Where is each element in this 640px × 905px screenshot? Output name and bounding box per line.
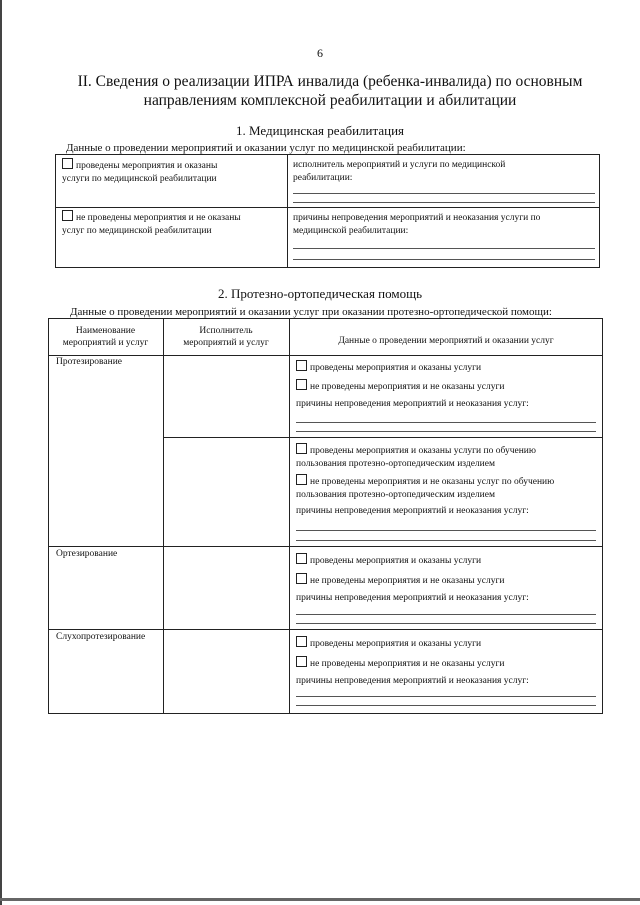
medical-done-checkbox[interactable] <box>62 158 73 169</box>
prosthetic-col-divider-1 <box>163 318 164 714</box>
medical-reasons-cell <box>293 212 540 238</box>
medical-reasons-fill-line-1[interactable] <box>293 248 595 249</box>
training-done-label-2: пользования протезно-ортопедическим изделием <box>296 459 495 469</box>
prosthetic-row-separator-1 <box>48 546 603 547</box>
medical-reasons-label-1: причины непроведения мероприятий и неоказания услуги по <box>293 213 541 223</box>
prosthetic-row-separator-2 <box>48 629 603 630</box>
orthotics-reasons-fill-line-1[interactable] <box>296 614 596 615</box>
column-header-executor-2: мероприятий и услуг <box>183 338 269 348</box>
medical-reasons-fill-line-2[interactable] <box>293 259 595 260</box>
orthotics-not-done-option <box>296 573 505 588</box>
hearing-not-done-label: не проведены мероприятия и не оказаны услуги <box>310 659 505 669</box>
section1-title: 1. Медицинская реабилитация <box>235 123 405 138</box>
main-title-line1: II. Сведения о реализации ИПРА инвалида (ребенка-инвалида) по основным <box>77 73 583 90</box>
training-not-done-label-2: пользования протезно-ортопедическим изделием <box>296 490 495 500</box>
main-title <box>60 72 600 110</box>
medical-executor-fill-line-1[interactable] <box>293 193 595 194</box>
hearing-done-label: проведены мероприятия и оказаны услуги <box>310 639 482 649</box>
prosthetic-col-divider-2 <box>289 318 290 714</box>
medical-reasons-label-2: медицинской реабилитации: <box>293 226 409 236</box>
hearing-done-checkbox[interactable] <box>296 636 307 647</box>
hearing-not-done-option <box>296 656 505 671</box>
training-reasons-label: причины непроведения мероприятий и неоказания услуг: <box>296 506 529 516</box>
hearing-not-done-checkbox[interactable] <box>296 656 307 667</box>
medical-executor-label-1: исполнитель мероприятий и услуги по медицинской <box>293 160 506 170</box>
hearing-reasons-label: причины непроведения мероприятий и неоказания услуг: <box>296 676 529 686</box>
orthotics-not-done-checkbox[interactable] <box>296 573 307 584</box>
scan-bottom-edge <box>0 898 640 901</box>
medical-executor-label-2: реабилитации: <box>293 173 353 183</box>
orthotics-not-done-label: не проведены мероприятия и не оказаны услуги <box>310 576 505 586</box>
orthotics-done-checkbox[interactable] <box>296 553 307 564</box>
column-header-name <box>48 325 163 349</box>
training-reasons-fill-line-2[interactable] <box>296 540 596 541</box>
training-done-checkbox[interactable] <box>296 443 307 454</box>
section1-caption: Данные о проведении мероприятий и оказании услуг по медицинской реабилитации: <box>66 142 466 154</box>
prosthetic-header-separator <box>48 355 603 356</box>
medical-table-row-separator <box>55 207 600 208</box>
column-header-name-1: Наименование <box>75 326 136 336</box>
orthotics-done-label: проведены мероприятия и оказаны услуги <box>310 556 482 566</box>
prosthetics-done-checkbox[interactable] <box>296 360 307 371</box>
medical-table-divider <box>287 154 288 268</box>
section2-title: 2. Протезно-ортопедическая помощь <box>217 286 423 301</box>
prosthetic-subrow-separator <box>163 437 603 438</box>
hearing-reasons-fill-line-2[interactable] <box>296 705 596 706</box>
hearing-done-option <box>296 636 481 651</box>
column-header-executor <box>163 325 289 349</box>
medical-done-label-1: проведены мероприятия и оказаны <box>76 161 218 171</box>
medical-done-cell <box>62 158 217 186</box>
row-prosthetics-label: Протезирование <box>56 357 123 367</box>
medical-not-done-label-1: не проведены мероприятия и не оказаны <box>76 213 241 223</box>
prosthetics-reasons-fill-line-2[interactable] <box>296 431 596 432</box>
hearing-reasons-fill-line-1[interactable] <box>296 696 596 697</box>
training-not-done-checkbox[interactable] <box>296 474 307 485</box>
column-header-name-2: мероприятий и услуг <box>62 338 149 348</box>
row-orthotics-label: Ортезирование <box>56 549 118 559</box>
prosthetics-reasons-label: причины непроведения мероприятий и неоказания услуг: <box>296 399 529 409</box>
medical-not-done-cell <box>62 210 241 238</box>
column-header-executor-1: Исполнитель <box>199 326 253 336</box>
prosthetics-reasons-fill-line-1[interactable] <box>296 422 596 423</box>
orthotics-reasons-label: причины непроведения мероприятий и неоказания услуг: <box>296 593 529 603</box>
orthotics-done-option <box>296 553 481 568</box>
prosthetics-done-option <box>296 360 481 375</box>
page-number: 6 <box>317 46 323 60</box>
prosthetics-not-done-option <box>296 379 505 394</box>
prosthetics-not-done-label: не проведены мероприятия и не оказаны услуги <box>310 382 505 392</box>
row-hearing-label: Слухопротезирование <box>56 632 146 642</box>
medical-not-done-checkbox[interactable] <box>62 210 73 221</box>
orthotics-reasons-fill-line-2[interactable] <box>296 623 596 624</box>
main-title-line2: направлениям комплексной реабилитации и абилитации <box>143 92 517 109</box>
training-not-done-option <box>296 474 598 502</box>
medical-not-done-label-2: услуг по медицинской реабилитации <box>62 226 212 236</box>
medical-done-label-2: услуги по медицинской реабилитации <box>62 174 217 184</box>
training-done-option <box>296 443 598 471</box>
medical-executor-cell <box>293 159 505 185</box>
prosthetics-not-done-checkbox[interactable] <box>296 379 307 390</box>
section2-caption: Данные о проведении мероприятий и оказании услуг при оказании протезно-ортопедической помощи: <box>70 306 552 318</box>
training-not-done-label-1: не проведены мероприятия и не оказаны услуг по обучению <box>310 477 555 487</box>
column-header-data: Данные о проведении мероприятий и оказании услуг <box>338 336 554 346</box>
prosthetics-done-label: проведены мероприятия и оказаны услуги <box>310 363 482 373</box>
training-reasons-fill-line-1[interactable] <box>296 530 596 531</box>
training-done-label-1: проведены мероприятия и оказаны услуги по обучению <box>310 446 536 456</box>
medical-executor-fill-line-2[interactable] <box>293 202 595 203</box>
